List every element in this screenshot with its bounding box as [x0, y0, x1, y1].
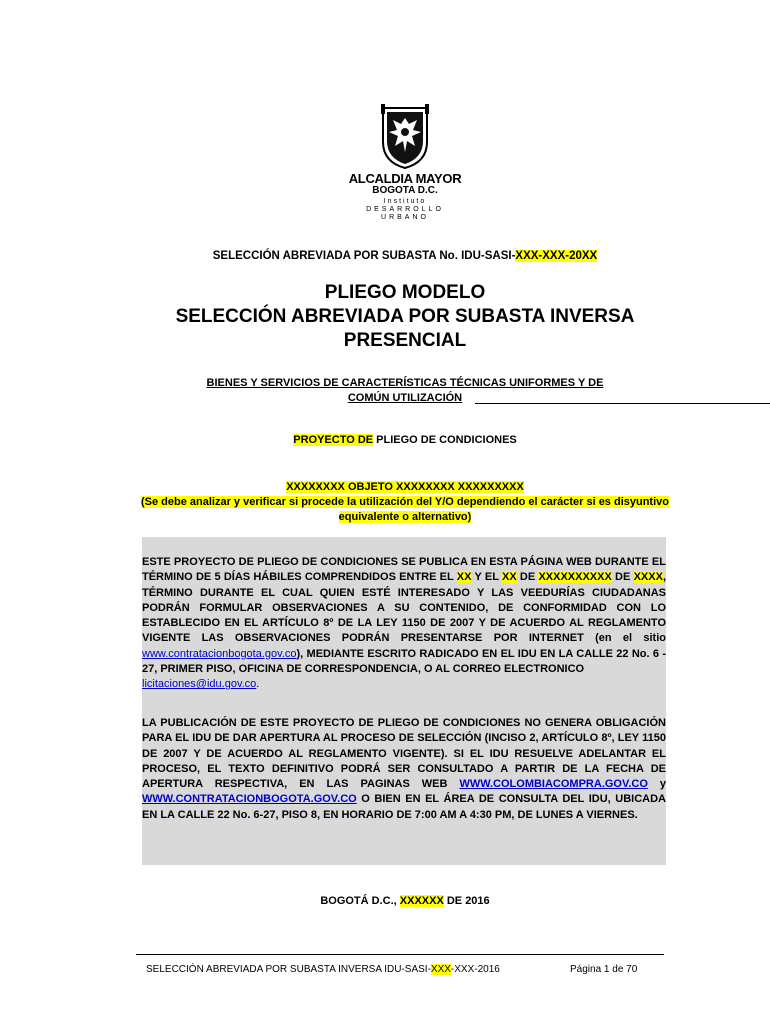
proyecto-rest: PLIEGO DE CONDICIONES: [373, 434, 517, 446]
page-number: Página 1 de 70: [570, 964, 638, 975]
proyecto-highlight: PROYECTO DE: [293, 434, 374, 446]
subtitle-line-1: BIENES Y SERVICIOS DE CARACTERÍSTICAS TÉCNICAS UNIFORMES Y DE: [206, 377, 604, 389]
date-prefix: BOGOTÁ D.C.,: [320, 895, 400, 907]
footer-ref-highlight: XXX: [430, 964, 451, 975]
subtitle-line-2: COMÚN UTILIZACIÓN: [347, 392, 463, 404]
footer-reference: [146, 964, 500, 975]
notice-text: O BIEN EN EL ÁREA DE CONSULTA DEL IDU, UBICADA EN LA CALLE 22 No. 6-27, PISO 8, EN HORARIO DE 7:00 AM A 4:30 PM, DE LUNES A VIERNES.: [142, 793, 666, 821]
publication-notice: [142, 537, 666, 865]
reference-number: XXX-XXX-20XX: [515, 250, 598, 262]
logo-line-2: BOGOTA D.C.: [372, 185, 438, 196]
reference-prefix: SELECCIÓN ABREVIADA POR SUBASTA No. IDU-SASI-: [212, 250, 516, 262]
alcaldia-logo: [340, 104, 470, 222]
notice-text: , TÉRMINO DURANTE EL CUAL QUIEN ESTÉ INTERESADO Y LAS VEEDURÍAS CIUDADANAS PODRÁN FORMULAR OBSERVACIONES A SU CONTENIDO, DE CONFORMIDAD CON LO ESTABLECIDO EN EL ARTÍCULO 8º DE LA LEY 1150 DE 2007 Y DE ACUERDO AL REGLAMENTO VIGENTE LAS OBSERVACIONES PODRÁN PRESENTARSE POR INTERNET (en el sitio: [142, 571, 666, 645]
subtitle-divider: [475, 403, 770, 404]
notice-text: LA PUBLICACIÓN DE ESTE PROYECTO DE PLIEGO DE CONDICIONES NO GENERA OBLIGACIÓN PARA EL IDU DE DAR APERTURA AL PROCESO DE SELECCIÓN (INCISO 2, ARTÍCULO 8º, LEY 1150 DE 2007 Y DE ACUERDO AL REGLAMENTO VIGENTE). SI EL IDU RESUELVE ADELANTAR EL PROCESO, EL TEXTO DEFINITIVO PODRÁ SER CONSULTADO A PARTIR DE LA FECHA DE APERTURA RESPECTIVA, EN LAS PAGINAS WEB: [142, 717, 666, 791]
notice-text: ESTE PROYECTO DE PLIEGO DE CONDICIONES SE PUBLICA EN ESTA PÁGINA WEB DURANTE EL TÉRMINO DE 5 DÍAS HÁBILES COMPRENDIDOS ENTRE EL: [142, 556, 666, 584]
contratacionbogota-link[interactable]: WWW.CONTRATACIONBOGOTA.GOV.CO: [142, 793, 357, 806]
document-type: [0, 434, 770, 446]
footer-divider: [136, 954, 664, 955]
notice-paragraph-1: [142, 555, 666, 693]
title-line-2: SELECCIÓN ABREVIADA POR SUBASTA INVERSA: [175, 306, 635, 327]
logo-line-4: DESARROLLO URBANO: [366, 206, 444, 221]
notice-text: ), MEDIANTE ESCRITO RADICADO EN EL IDU EN LA CALLE 22 No. 6 - 27, PRIMER PISO, OFICINA DE CORRESPONDENCIA, O AL CORREO ELECTRONICO: [142, 647, 666, 676]
placeholder-day-start: XX: [456, 571, 472, 584]
placeholder-day-end: XX: [501, 571, 517, 584]
notice-text: DE: [516, 571, 539, 584]
footer-ref-prefix: SELECCIÓN ABREVIADA POR SUBASTA INVERSA IDU-SASI-: [146, 964, 431, 975]
notice-text: y: [647, 778, 666, 791]
footer-ref-suffix: -XXX-2016: [450, 964, 500, 975]
document-title: [0, 281, 770, 353]
placeholder-year: XXXX: [633, 571, 663, 584]
notice-paragraph-2: [142, 716, 666, 823]
notice-text: Y EL: [471, 571, 502, 584]
contratacion-link[interactable]: www.contratacionbogota.gov.co: [142, 647, 297, 660]
object-note: (Se debe analizar y verificar si procede la utilización del Y/O dependiendo el carácter si es disyuntivo equivalente o alternativo): [141, 496, 669, 523]
logo-line-1: ALCALDIA MAYOR: [348, 171, 462, 186]
email-link[interactable]: licitaciones@idu.gov.co: [142, 678, 257, 691]
title-line-1: PLIEGO MODELO: [324, 282, 486, 303]
document-subtitle: [0, 376, 770, 406]
date-placeholder: XXXXXX: [399, 895, 444, 907]
notice-text: DE: [611, 571, 634, 584]
notice-text: .: [256, 678, 260, 691]
object-line: XXXXXXXX OBJETO XXXXXXXX XXXXXXXXX: [286, 481, 524, 493]
placeholder-month: XXXXXXXXXX: [538, 571, 612, 584]
date-suffix: DE 2016: [443, 895, 490, 907]
object-block: [138, 480, 672, 525]
title-line-3: PRESENCIAL: [343, 330, 467, 351]
document-date: [0, 895, 770, 907]
logo-line-3: Instituto: [383, 198, 427, 205]
bogota-coat-of-arms-icon: [375, 104, 435, 170]
colombiacompra-link[interactable]: WWW.COLOMBIACOMPRA.GOV.CO: [459, 778, 648, 791]
process-reference: [0, 250, 770, 262]
